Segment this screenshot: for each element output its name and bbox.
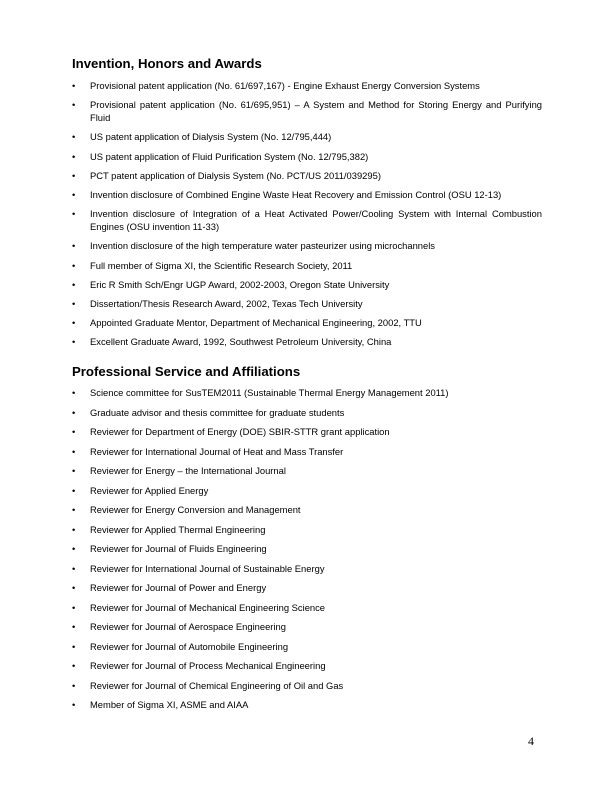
bullet-icon: • <box>72 131 76 143</box>
bullet-icon: • <box>72 484 76 496</box>
list-item: • Reviewer for Department of Energy (DOE) SBIR-STTR grant application <box>72 426 390 437</box>
list-item: • PCT patent application of Dialysis System (No. PCT/US 2011/039295) <box>72 169 381 181</box>
page-number: 4 <box>528 734 534 748</box>
list-item: • US patent application of Dialysis System (No. 12/795,444) <box>72 131 332 143</box>
list-item: • Science committee for SusTEM2011 (Sustainable Thermal Energy Management 2011) <box>72 387 449 398</box>
bullet-icon: • <box>72 240 76 252</box>
bullet-icon: • <box>72 259 76 271</box>
section-honors-awards <box>72 56 542 354</box>
bullet-icon: • <box>72 99 76 111</box>
list-item: • Provisional patent application (No. 61/697,167) - Engine Exhaust Energy Conversion Systems <box>72 80 480 91</box>
bullet-icon: • <box>72 387 76 398</box>
bullet-icon: • <box>72 336 76 348</box>
bullet-icon: • <box>72 640 76 652</box>
list-item: • Reviewer for Journal of Process Mechanical Engineering <box>72 660 326 671</box>
bullet-icon: • <box>72 80 76 91</box>
list-item: • Reviewer for Journal of Aerospace Engineering <box>72 621 286 632</box>
bullet-icon: • <box>72 699 76 710</box>
bullet-icon: • <box>72 621 76 632</box>
list-item: • Reviewer for Journal of Mechanical Engineering Science <box>72 601 326 613</box>
list-item: • Reviewer for Energy Conversion and Management <box>72 504 301 515</box>
list-item: • Reviewer for Journal of Chemical Engineering of Oil and Gas <box>72 679 344 691</box>
list-item: • Dissertation/Thesis Research Award, 2002, Texas Tech University <box>72 297 363 309</box>
bullet-icon: • <box>72 679 76 691</box>
list-item: • Appointed Graduate Mentor, Department of Mechanical Engineering, 2002, TTU <box>72 317 422 329</box>
bullet-icon: • <box>72 208 76 220</box>
bullet-list <box>72 386 542 711</box>
bullet-icon: • <box>72 523 76 535</box>
list-item: • Reviewer for Journal of Power and Energy <box>72 582 267 593</box>
bullet-icon: • <box>72 562 76 574</box>
bullet-icon: • <box>72 406 76 418</box>
bullet-icon: • <box>72 278 76 290</box>
list-item: • Graduate advisor and thesis committee for graduate students <box>72 406 345 418</box>
list-item: • Full member of Sigma XI, the Scientific Research Society, 2011 <box>72 259 353 271</box>
list-item: • Reviewer for Energy – the International Journal <box>72 465 286 476</box>
bullet-icon: • <box>72 188 76 200</box>
bullet-icon: • <box>72 465 76 476</box>
list-item: • Invention disclosure of the high temperature water pasteurizer using microchannels <box>72 240 435 252</box>
bullet-icon: • <box>72 601 76 613</box>
list-item: • Invention disclosure of Combined Engine Waste Heat Recovery and Emission Control (OSU 12-13) <box>72 188 502 200</box>
section-heading: Invention, Honors and Awards <box>72 56 262 71</box>
list-item: • Member of Sigma XI, ASME and AIAA <box>72 699 249 710</box>
bullet-icon: • <box>72 582 76 593</box>
bullet-icon: • <box>72 297 76 309</box>
list-item: • Reviewer for Applied Thermal Engineering <box>72 523 266 535</box>
list-item: • Reviewer for Journal of Fluids Engineering <box>72 543 267 554</box>
section-professional-service <box>72 364 542 718</box>
list-item: • Provisional patent application (No. 61/695,951) – A System and Method for Storing Energy and Purifying Fluid <box>72 99 542 124</box>
bullet-icon: • <box>72 169 76 181</box>
list-item: • Eric R Smith Sch/Engr UGP Award, 2002-2003, Oregon State University <box>72 278 390 290</box>
list-item: • US patent application of Fluid Purification System (No. 12/795,382) <box>72 150 369 162</box>
bullet-list <box>72 79 542 348</box>
list-item: • Reviewer for International Journal of Heat and Mass Transfer <box>72 445 344 457</box>
list-item: • Invention disclosure of Integration of a Heat Activated Power/Cooling System with Internal Combustion Engines (OSU invention 11-33) <box>72 208 542 233</box>
bullet-icon: • <box>72 660 76 671</box>
list-item: • Excellent Graduate Award, 1992, Southwest Petroleum University, China <box>72 336 392 348</box>
bullet-icon: • <box>72 150 76 162</box>
bullet-icon: • <box>72 317 76 329</box>
section-heading: Professional Service and Affiliations <box>72 364 301 379</box>
bullet-icon: • <box>72 543 76 554</box>
bullet-icon: • <box>72 445 76 457</box>
list-item: • Reviewer for Journal of Automobile Engineering <box>72 640 289 652</box>
list-item: • Reviewer for Applied Energy <box>72 484 209 496</box>
list-item: • Reviewer for International Journal of Sustainable Energy <box>72 562 325 574</box>
bullet-icon: • <box>72 426 76 437</box>
bullet-icon: • <box>72 504 76 515</box>
